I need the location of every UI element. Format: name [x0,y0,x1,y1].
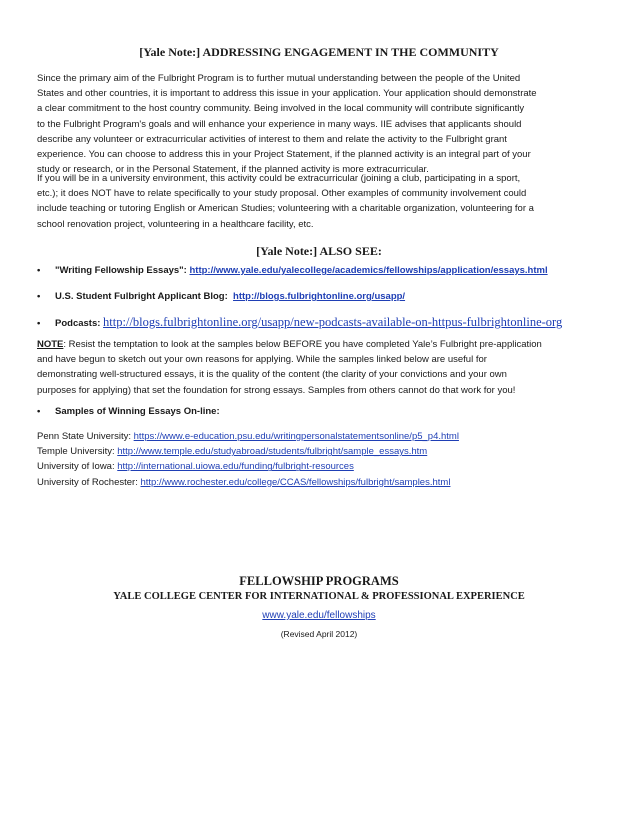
writing-essays-link[interactable]: http://www.yale.edu/yalecollege/academics/fellowships/application/essays.html [189,265,548,276]
community-engagement-heading: [Yale Note:] ADDRESSING ENGAGEMENT IN THE COMMUNITY [139,45,499,59]
sample-item [37,461,354,472]
paragraph-line: a clear commitment to the host country community. Being involved in the local community will contribute significantly [37,103,525,115]
bullet-glyph: • [37,318,41,329]
applicant-blog-bullet [37,290,603,304]
paragraph-line: purposes for applying) that set the foundation for strong essays. Samples from others cannot do that work for you! [37,384,516,396]
sample-link[interactable]: http://www.rochester.edu/college/CCAS/fellowships/fulbright/samples.html [140,476,451,488]
sample-item [37,431,459,442]
sample-link[interactable]: http://international.uiowa.edu/funding/fulbright-resources [117,461,354,473]
podcasts-bullet [37,315,603,331]
paragraph-line: experience. You can choose to address this in your Project Statement, if the planned activity is an integral part of your [37,149,531,161]
paragraph-line: include teaching or tutoring English or American Studies; volunteering with a charitable organization, volunteering for a [37,203,534,215]
podcasts-link[interactable]: http://blogs.fulbrightonline.org/usapp/new-podcasts-available-on-httpus-fulbrightonline-org [103,315,563,329]
paragraph-line: demonstrating well-structured essays, it is the quality of the content (the clarity of your convictions and your own [37,369,507,381]
bullet-glyph: • [37,406,41,417]
fellowships-link[interactable]: www.yale.edu/fellowships [262,610,376,621]
university-environment-paragraph [37,171,603,232]
footer-title: FELLOWSHIP PROGRAMS [239,574,399,588]
bullet-label: U.S. Student Fulbright Applicant Blog: [55,291,228,302]
footer-subtitle: YALE COLLEGE CENTER FOR INTERNATIONAL & PROFESSIONAL EXPERIENCE [113,591,525,602]
samples-label: Samples of Winning Essays On-line: [55,406,220,417]
sample-link[interactable]: http://www.temple.edu/studyabroad/students/fulbright/sample_essays.htm [117,446,428,458]
paragraph-line: etc.); it does NOT have to relate specifically to your study proposal. Other examples of community involvement could [37,188,527,200]
sample-link[interactable]: https://www.e-education.psu.edu/writingpersonalstatementsonline/p5_p4.html [133,431,459,442]
paragraph-line: States and other countries, it is important to address this issue in your application. Your application should demonstrate [37,88,537,100]
paragraph-line: and have begun to sketch out your own reasons for applying. While the samples linked below are useful for [37,354,487,366]
sample-school: University of Iowa: [37,461,118,473]
paragraph-line: school renovation project, volunteering in a healthcare facility, etc. [37,218,314,230]
paragraph-line: to the Fulbright Program's goals and will enhance your experience in many ways. IIE advises that applicants should [37,118,522,130]
footer-link-row [37,610,601,621]
paragraph-line: Since the primary aim of the Fulbright Program is to further mutual understanding between the people of the United [37,73,521,84]
applicant-blog-link[interactable]: http://blogs.fulbrightonline.org/usapp/ [233,291,406,302]
paragraph-line: If you will be in a university environment, this activity could be extracurricular (joining a club, participating in a sport, [37,173,521,184]
paragraph-line: describe any volunteer or extracurricular activities of interest to them and relate the activity to the Fulbright grant [37,133,507,145]
community-engagement-paragraph [37,71,603,177]
sample-school: Temple University: [37,446,118,458]
writing-essays-bullet [37,264,603,278]
sample-item [37,477,450,488]
sample-school: University of Rochester: [37,476,141,488]
revised-date: (Revised April 2012) [280,629,358,639]
samples-bullet [37,405,603,419]
paragraph-line: : Resist the temptation to look at the samples below BEFORE you have completed Yale’s Fulbright pre-application [63,339,542,350]
bullet-glyph: • [37,265,41,276]
note-paragraph [37,337,603,398]
note-label: NOTE [37,339,64,350]
paragraph-line: study or research, or in the Personal Statement, if the planned activity is more extracurricular. [37,164,429,176]
sample-item [37,446,427,457]
bullet-glyph: • [37,291,41,302]
bullet-label: Podcasts: [55,318,101,329]
also-see-heading: [Yale Note:] ALSO SEE: [256,244,382,258]
bullet-label: "Writing Fellowship Essays": [55,265,187,276]
sample-school: Penn State University: [37,431,134,442]
samples-list [37,429,603,490]
